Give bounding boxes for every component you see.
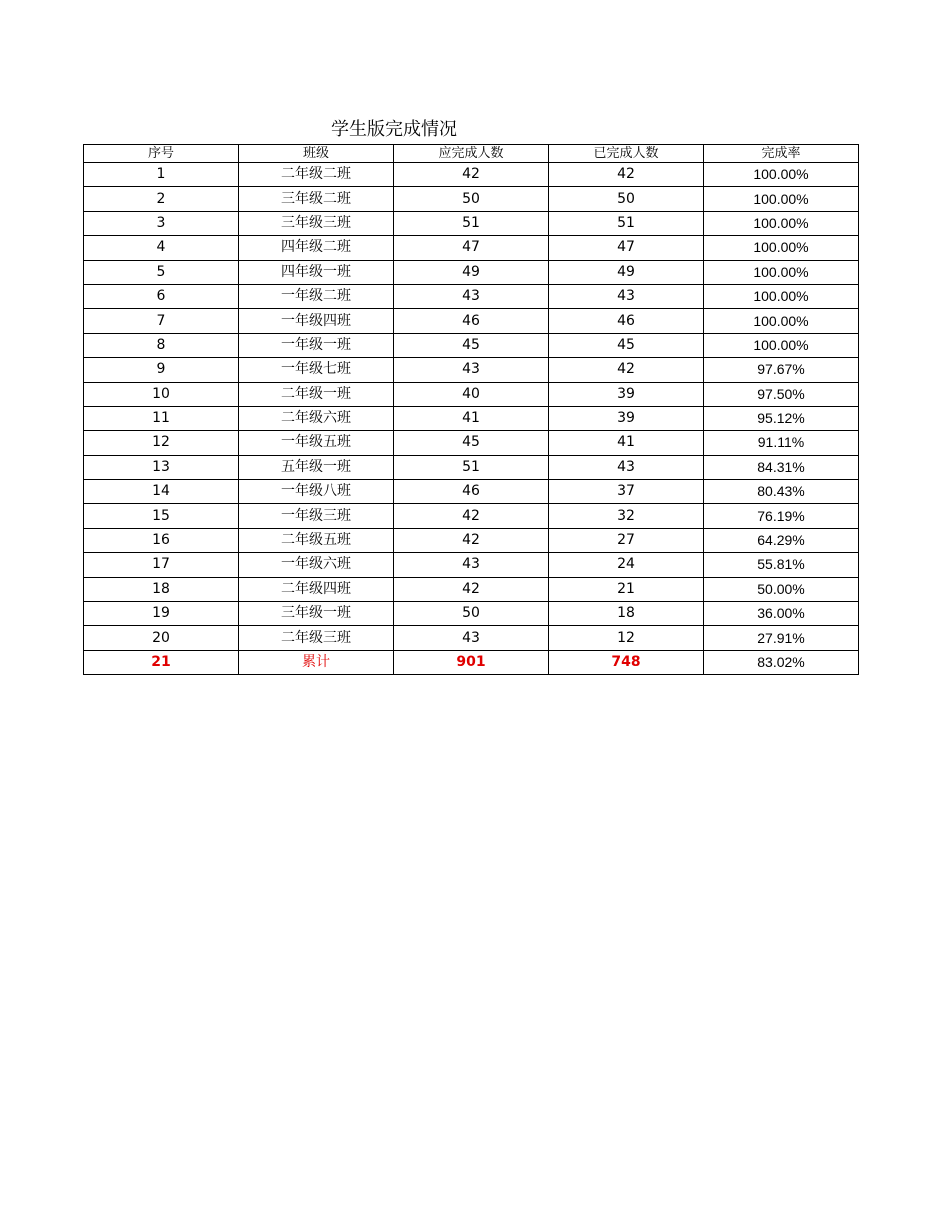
- cell-no: 10: [84, 382, 239, 406]
- cell-expected: 51: [394, 211, 549, 235]
- cell-done: 45: [549, 333, 704, 357]
- cell-rate: 97.67%: [704, 358, 859, 382]
- table-row: [84, 260, 859, 284]
- cell-class: 一年级二班: [239, 284, 394, 308]
- cell-done: 24: [549, 553, 704, 577]
- cell-class: 三年级一班: [239, 602, 394, 626]
- cell-no: 8: [84, 333, 239, 357]
- table-header: [84, 145, 859, 163]
- cell-expected: 47: [394, 236, 549, 260]
- table-row: [84, 382, 859, 406]
- table-row: [84, 602, 859, 626]
- cell-class: 二年级二班: [239, 163, 394, 187]
- column-header-no: 序号: [84, 145, 239, 163]
- cell-done: 27: [549, 528, 704, 552]
- cell-done: 39: [549, 406, 704, 430]
- cell-rate: 91.11%: [704, 431, 859, 455]
- cell-class: 二年级四班: [239, 577, 394, 601]
- cell-rate: 100.00%: [704, 163, 859, 187]
- cell-no: 5: [84, 260, 239, 284]
- cell-no: 11: [84, 406, 239, 430]
- cell-expected: 42: [394, 577, 549, 601]
- cell-class: 三年级二班: [239, 187, 394, 211]
- completion-table: [83, 144, 859, 675]
- cell-no: 9: [84, 358, 239, 382]
- cell-done: 49: [549, 260, 704, 284]
- cell-expected: 43: [394, 358, 549, 382]
- column-header-done: 已完成人数: [549, 145, 704, 163]
- total-done: 748: [549, 650, 704, 674]
- cell-done: 50: [549, 187, 704, 211]
- cell-done: 42: [549, 163, 704, 187]
- cell-expected: 41: [394, 406, 549, 430]
- cell-done: 32: [549, 504, 704, 528]
- cell-class: 一年级七班: [239, 358, 394, 382]
- table-row: [84, 211, 859, 235]
- table-row: [84, 333, 859, 357]
- column-header-rate: 完成率: [704, 145, 859, 163]
- cell-no: 2: [84, 187, 239, 211]
- cell-expected: 43: [394, 553, 549, 577]
- table-row: [84, 626, 859, 650]
- cell-no: 14: [84, 480, 239, 504]
- cell-no: 15: [84, 504, 239, 528]
- cell-done: 12: [549, 626, 704, 650]
- cell-class: 一年级一班: [239, 333, 394, 357]
- cell-no: 16: [84, 528, 239, 552]
- cell-expected: 49: [394, 260, 549, 284]
- cell-expected: 46: [394, 480, 549, 504]
- table-row: [84, 431, 859, 455]
- cell-rate: 100.00%: [704, 333, 859, 357]
- cell-rate: 84.31%: [704, 455, 859, 479]
- cell-no: 17: [84, 553, 239, 577]
- table-row: [84, 553, 859, 577]
- cell-done: 43: [549, 455, 704, 479]
- table-row: [84, 480, 859, 504]
- table-row: [84, 284, 859, 308]
- cell-rate: 100.00%: [704, 236, 859, 260]
- table-row: [84, 577, 859, 601]
- total-expected: 901: [394, 650, 549, 674]
- cell-rate: 100.00%: [704, 284, 859, 308]
- total-rate: 83.02%: [704, 650, 859, 674]
- cell-rate: 97.50%: [704, 382, 859, 406]
- table-row: [84, 455, 859, 479]
- cell-no: 20: [84, 626, 239, 650]
- total-label: 累计: [239, 650, 394, 674]
- cell-no: 12: [84, 431, 239, 455]
- cell-expected: 45: [394, 431, 549, 455]
- cell-done: 37: [549, 480, 704, 504]
- table-row: [84, 309, 859, 333]
- cell-class: 四年级一班: [239, 260, 394, 284]
- cell-no: 13: [84, 455, 239, 479]
- cell-expected: 43: [394, 284, 549, 308]
- cell-expected: 50: [394, 602, 549, 626]
- table-row: [84, 528, 859, 552]
- cell-expected: 42: [394, 163, 549, 187]
- cell-rate: 95.12%: [704, 406, 859, 430]
- cell-class: 二年级五班: [239, 528, 394, 552]
- cell-rate: 100.00%: [704, 309, 859, 333]
- cell-expected: 43: [394, 626, 549, 650]
- cell-no: 7: [84, 309, 239, 333]
- total-no: 21: [84, 650, 239, 674]
- cell-class: 一年级四班: [239, 309, 394, 333]
- cell-rate: 36.00%: [704, 602, 859, 626]
- cell-rate: 100.00%: [704, 211, 859, 235]
- cell-no: 18: [84, 577, 239, 601]
- cell-class: 一年级五班: [239, 431, 394, 455]
- cell-class: 二年级一班: [239, 382, 394, 406]
- table-row: [84, 504, 859, 528]
- cell-expected: 42: [394, 528, 549, 552]
- cell-expected: 51: [394, 455, 549, 479]
- cell-expected: 42: [394, 504, 549, 528]
- cell-class: 二年级六班: [239, 406, 394, 430]
- cell-expected: 40: [394, 382, 549, 406]
- table-row: [84, 358, 859, 382]
- cell-class: 一年级三班: [239, 504, 394, 528]
- table-row: [84, 406, 859, 430]
- cell-done: 51: [549, 211, 704, 235]
- cell-rate: 50.00%: [704, 577, 859, 601]
- column-header-expected: 应完成人数: [394, 145, 549, 163]
- cell-rate: 100.00%: [704, 260, 859, 284]
- cell-no: 6: [84, 284, 239, 308]
- table-row: [84, 236, 859, 260]
- cell-done: 18: [549, 602, 704, 626]
- cell-done: 42: [549, 358, 704, 382]
- table-row: [84, 187, 859, 211]
- cell-no: 19: [84, 602, 239, 626]
- cell-no: 4: [84, 236, 239, 260]
- cell-class: 一年级六班: [239, 553, 394, 577]
- cell-done: 41: [549, 431, 704, 455]
- table-row: [84, 163, 859, 187]
- page-title: 学生版完成情况: [331, 119, 457, 140]
- cell-expected: 50: [394, 187, 549, 211]
- table-body: [84, 163, 859, 675]
- cell-done: 46: [549, 309, 704, 333]
- cell-class: 一年级八班: [239, 480, 394, 504]
- cell-no: 3: [84, 211, 239, 235]
- cell-class: 四年级二班: [239, 236, 394, 260]
- cell-rate: 55.81%: [704, 553, 859, 577]
- cell-rate: 100.00%: [704, 187, 859, 211]
- cell-done: 47: [549, 236, 704, 260]
- cell-done: 43: [549, 284, 704, 308]
- cell-rate: 80.43%: [704, 480, 859, 504]
- cell-done: 21: [549, 577, 704, 601]
- cell-class: 五年级一班: [239, 455, 394, 479]
- cell-expected: 45: [394, 333, 549, 357]
- cell-rate: 64.29%: [704, 528, 859, 552]
- cell-class: 二年级三班: [239, 626, 394, 650]
- cell-rate: 76.19%: [704, 504, 859, 528]
- cell-rate: 27.91%: [704, 626, 859, 650]
- cell-done: 39: [549, 382, 704, 406]
- total-row: [84, 650, 859, 674]
- column-header-class: 班级: [239, 145, 394, 163]
- header-row: [84, 145, 859, 163]
- cell-class: 三年级三班: [239, 211, 394, 235]
- cell-expected: 46: [394, 309, 549, 333]
- cell-no: 1: [84, 163, 239, 187]
